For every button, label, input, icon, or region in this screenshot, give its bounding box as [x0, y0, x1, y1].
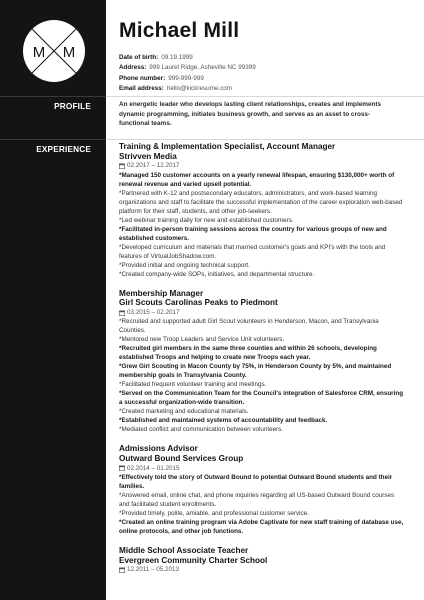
job-entry [119, 142, 404, 279]
job-bullet: *Facilitated in-person training sessions across the country for various groups of new and established customers. [119, 225, 387, 242]
job-bullets [119, 171, 404, 279]
job-bullet: *Recruited girl members in the same three counties and within 26 schools, developing established Troops and helping to create new Troops each year. [119, 345, 377, 362]
svg-text:M: M [62, 44, 76, 61]
job-bullet: *Developed curriculum and materials that married customer's goals and KPI's with the tools and features of VirtualJobShadow.com. [119, 243, 386, 260]
job-bullet: *Managed 150 customer accounts on a yearly renewal lifespan, ensuring $130,000+ worth of renewal revenue and varied upsell potential. [119, 171, 395, 188]
section-divider [106, 139, 424, 140]
job-company: Girl Scouts Carolinas Peaks to Piedmont [119, 298, 278, 308]
contact-label: Date of birth: [119, 54, 159, 61]
job-dates [119, 464, 404, 474]
job-bullet: *Provided initial and ongoing technical support. [119, 261, 250, 269]
calendar-icon [119, 465, 125, 471]
section-label-profile: PROFILE [54, 102, 91, 111]
experience-list [119, 142, 404, 585]
contact-row-phone [119, 74, 256, 84]
job-bullet: *Established and maintained systems of accountability and feedback. [119, 417, 328, 425]
job-title: Training & Implementation Specialist, Account Manager [119, 142, 336, 151]
job-dates [119, 161, 404, 171]
contact-label: Email address: [119, 84, 164, 92]
contact-value[interactable]: hello@kickresume.com [166, 84, 232, 92]
job-bullet: *Grew Girl Scouting in Macon County by 75%, in Henderson County by 5%, and maintained membership goals in Transylvania County. [119, 363, 392, 380]
job-bullet: *Created company-wide SOPs, initiatives, and departmental structure. [119, 270, 315, 278]
calendar-icon [119, 310, 125, 316]
job-title: Middle School Associate Teacher [119, 546, 249, 556]
contact-row-dob [119, 53, 256, 63]
contact-value: 999 Laurel Ridge, Asheville NC 99399 [149, 64, 256, 72]
job-bullets [119, 317, 404, 434]
job-dates [119, 565, 404, 575]
job-bullet: *Partnered with K-12 and postsecondary educators, administrators, and work-based learning organizations and staff to facilitate the successful implementation of the career exploration web-based platform for their staff, students, and other job-seekers. [119, 189, 403, 215]
job-title: Admissions Advisor [119, 444, 198, 454]
job-entry [119, 546, 404, 575]
job-company: Outward Bound Services Group [119, 453, 244, 463]
job-bullet: *Effectively told the story of Outward Bound to potential Outward Bound students and their families. [119, 474, 393, 491]
section-label-experience: EXPERIENCE [36, 145, 91, 154]
contact-value: 09.19.1999 [161, 54, 193, 61]
job-bullet: *Created marketing and educational materials. [119, 408, 249, 416]
svg-text:M: M [32, 44, 46, 61]
candidate-name: Michael Mill [119, 19, 240, 42]
monogram-logo [22, 19, 86, 83]
calendar-icon [119, 567, 125, 573]
job-dates-text: 12.2011 – 05.2013 [127, 566, 180, 574]
job-company: Strivven Media [119, 151, 177, 161]
job-dates [119, 308, 404, 318]
job-dates-text: 02.2014 – 01.2015 [127, 464, 180, 472]
contact-label: Address: [119, 64, 147, 72]
job-entry [119, 444, 404, 536]
contact-row-email [119, 84, 256, 94]
contact-value: 999-999-999 [168, 74, 204, 82]
job-dates-text: 02.2017 – 12.2017 [127, 162, 180, 170]
job-title: Membership Manager [119, 288, 204, 298]
job-bullets [119, 473, 404, 536]
sidebar [0, 0, 106, 600]
job-bullet: *Created an online training program via Adobe Captivate for new staff training of database use, online protocols, and other job functions. [119, 519, 404, 536]
job-bullet: *Provided timely, polite, amiable, and professional customer service. [119, 510, 309, 518]
job-bullet: *Mediated conflict and communication between volunteers. [119, 426, 284, 434]
job-bullet: *Served on the Communication Team for the Council's integration of Salesforce CRM, ensuring a successful organization-wide transition. [119, 390, 404, 407]
job-bullet: *Led webinar training daily for new and established customers. [119, 216, 294, 224]
job-company: Evergreen Community Charter School [119, 555, 268, 565]
job-bullet: *Recruited and supported adult Girl Scout volunteers in Henderson, Macon, and Transylvania Counties. [119, 318, 379, 335]
profile-summary: An energetic leader who develops lasting client relationships, creates and implements dynamic programming, initiates business growth, and serves as an asset to cross-functional teams. [119, 101, 382, 128]
sidebar-divider [0, 139, 106, 140]
section-divider [106, 96, 424, 97]
job-bullet: *Answered email, online chat, and phone inquiries regarding all US-based Outward Bound courses and facilitated student enrollments. [119, 492, 395, 509]
sidebar-divider [0, 96, 106, 97]
contact-details [119, 53, 256, 94]
job-entry [119, 289, 404, 435]
job-dates-text: 03.2015 – 02.2017 [127, 308, 180, 316]
contact-row-address [119, 63, 256, 73]
contact-label: Phone number: [119, 74, 166, 82]
job-bullet: *Facilitated frequent volunteer training and meetings. [119, 381, 267, 389]
job-bullet: *Mentored new Troop Leaders and Service Unit volunteers. [119, 336, 285, 344]
calendar-icon [119, 163, 125, 169]
